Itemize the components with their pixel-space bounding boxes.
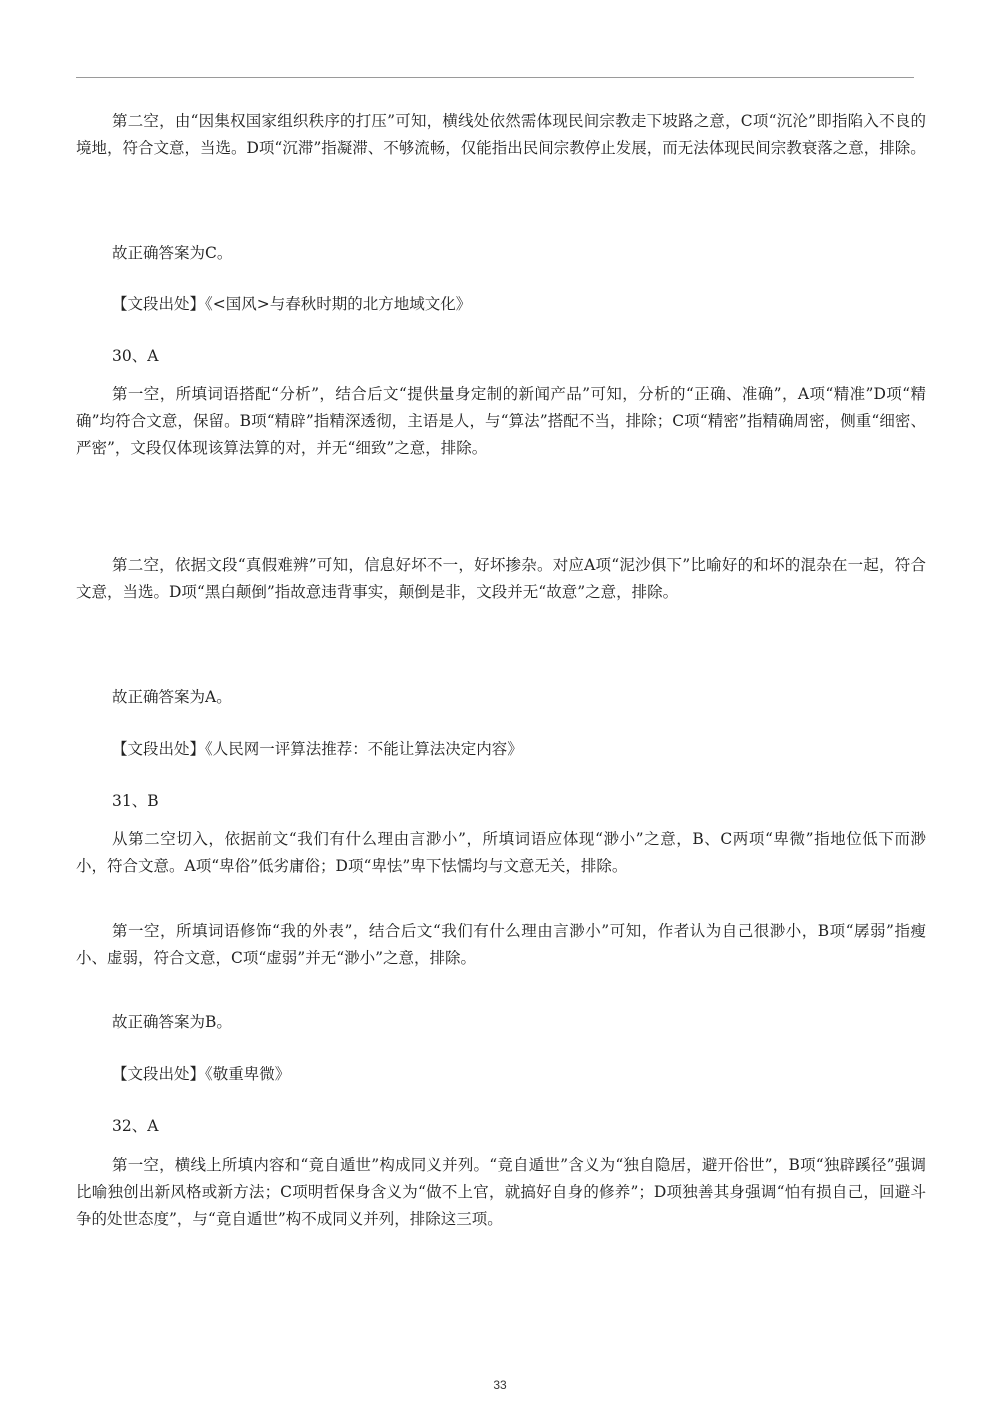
question-32-heading: 32、A <box>112 1117 159 1135</box>
answer-30: 故正确答案为A。 <box>112 688 232 706</box>
page-number: 33 <box>493 1378 507 1392</box>
source-29: 【文段出处】《<国风>与春秋时期的北方地域文化》 <box>112 295 472 313</box>
paragraph-32-blank1: 第一空，横线上所填内容和“竟自遁世”构成同义并列。“竟自遁世”含义为“独自隐居，避开俗世”，B项“独辟蹊径”强调比喻独创出新风格或新方法；C项明哲保身含义为“做不上官，就搞好自身的修养”；D项独善其身强调“怕有损自己，回避斗争的处世态度”，与“竟自遁世”构不成同义并列，排除这三项。 <box>76 1156 926 1228</box>
paragraph-30-blank1: 第一空，所填词语搭配“分析”，结合后文“提供量身定制的新闻产品”可知，分析的“正确、准确”，A项“精准”D项“精确”均符合文意，保留。B项“精辟”指精深透彻，主语是人，与“算法”搭配不当，排除；C项“精密”指精确周密，侧重“细密、严密”，文段仅体现该算法算的对，并无“细致”之意，排除。 <box>76 385 926 457</box>
source-31: 【文段出处】《敬重卑微》 <box>112 1065 291 1083</box>
answer-31: 故正确答案为B。 <box>112 1013 232 1031</box>
header-rule <box>76 77 914 78</box>
question-30-heading: 30、A <box>112 347 159 365</box>
paragraph-31-blank2: 从第二空切入，依据前文“我们有什么理由言渺小”，所填词语应体现“渺小”之意，B、C两项“卑微”指地位低下而渺小，符合文意。A项“卑俗”低劣庸俗；D项“卑怯”卑下怯懦均与文意无关，排除。 <box>76 830 926 875</box>
paragraph-29-blank2: 第二空，由“因集权国家组织秩序的打压”可知，横线处依然需体现民间宗教走下坡路之意，C项“沉沦”即指陷入不良的境地，符合文意，当选。D项“沉滞”指凝滞、不够流畅，仅能指出民间宗教停止发展，而无法体现民间宗教衰落之意，排除。 <box>76 112 926 157</box>
question-31-heading: 31、B <box>112 792 159 810</box>
source-30: 【文段出处】《人民网一评算法推荐：不能让算法决定内容》 <box>112 740 523 758</box>
paragraph-31-blank1: 第一空，所填词语修饰“我的外表”，结合后文“我们有什么理由言渺小”可知，作者认为自己很渺小，B项“孱弱”指瘦小、虚弱，符合文意，C项“虚弱”并无“渺小”之意，排除。 <box>76 922 926 967</box>
answer-29: 故正确答案为C。 <box>112 244 233 262</box>
paragraph-30-blank2: 第二空，依据文段“真假难辨”可知，信息好坏不一，好坏掺杂。对应A项“泥沙俱下”比喻好的和坏的混杂在一起，符合文意，当选。D项“黑白颠倒”指故意违背事实，颠倒是非，文段并无“故意”之意，排除。 <box>76 556 926 601</box>
